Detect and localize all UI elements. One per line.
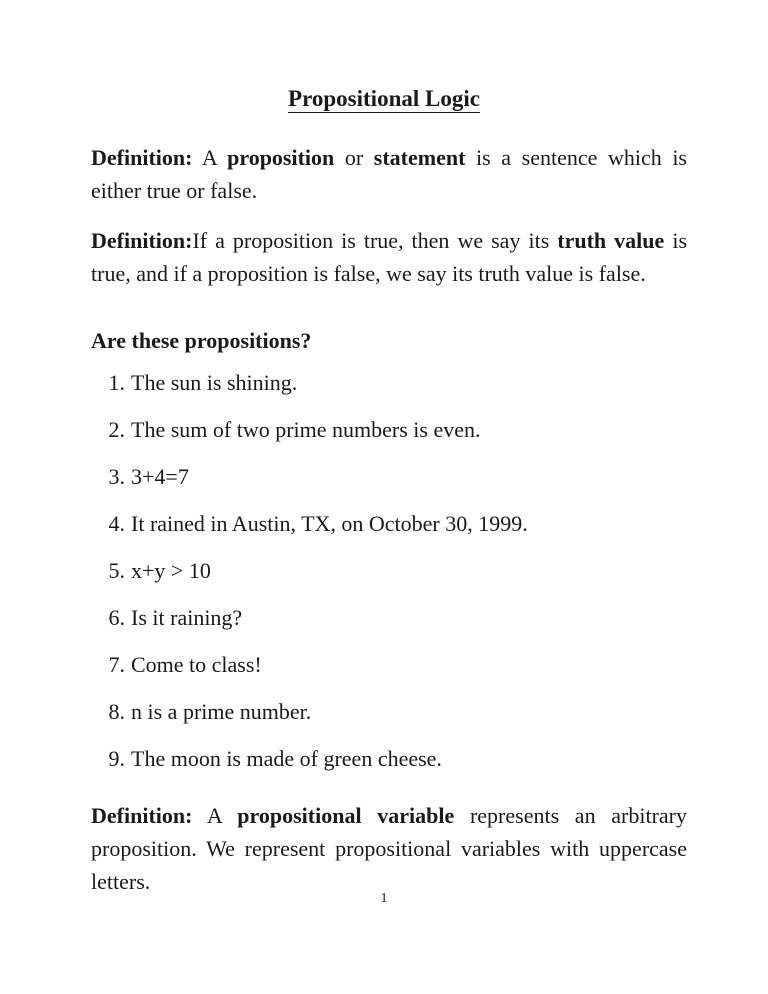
list-item bbox=[91, 460, 687, 507]
list-item bbox=[91, 413, 687, 460]
item-number: 6. bbox=[108, 605, 125, 630]
item-text: The sum of two prime numbers is even. bbox=[131, 417, 481, 442]
item-number: 8. bbox=[108, 699, 125, 724]
term-statement: statement bbox=[373, 145, 466, 170]
list-item bbox=[91, 366, 687, 413]
definition-label: Definition: bbox=[91, 228, 193, 253]
item-text: Come to class! bbox=[131, 652, 262, 677]
page-title bbox=[0, 84, 768, 114]
item-text: The sun is shining. bbox=[131, 370, 298, 395]
item-text: It rained in Austin, TX, on October 30, 1999. bbox=[131, 511, 528, 536]
definition-label: Definition: bbox=[91, 145, 193, 170]
item-number: 3. bbox=[108, 464, 125, 489]
definition-label: Definition: bbox=[91, 803, 193, 828]
list-item bbox=[91, 554, 687, 601]
list-item bbox=[91, 742, 687, 789]
item-text: The moon is made of green cheese. bbox=[131, 746, 442, 771]
page-number: 1 bbox=[380, 891, 388, 906]
list-item bbox=[91, 648, 687, 695]
list-item bbox=[91, 507, 687, 554]
question-heading: Are these propositions? bbox=[91, 328, 312, 353]
definition-propositional-variable: Definition: A propositional variable represents an arbitrary proposition. We represent propositional variables with uppercase letters. bbox=[91, 803, 687, 894]
page-title-text: Propositional Logic bbox=[288, 86, 480, 111]
item-text: 3+4=7 bbox=[131, 464, 189, 489]
term-truth-value: truth value bbox=[557, 228, 665, 253]
item-number: 1. bbox=[108, 370, 125, 395]
item-text: n is a prime number. bbox=[131, 699, 312, 724]
item-number: 4. bbox=[108, 511, 125, 536]
item-number: 2. bbox=[108, 417, 125, 442]
item-text: Is it raining? bbox=[131, 605, 243, 630]
list-item bbox=[91, 601, 687, 648]
definition-proposition: Definition: A proposition or statement is a sentence which is either true or false. bbox=[91, 145, 687, 203]
item-text: x+y > 10 bbox=[131, 558, 211, 583]
list-item bbox=[91, 695, 687, 742]
term-proposition: proposition bbox=[227, 145, 335, 170]
item-number: 5. bbox=[108, 558, 125, 583]
proposition-examples-list bbox=[91, 366, 687, 789]
definition-truth-value: Definition:If a proposition is true, then we say its truth value is true, and if a proposition is false, we say its truth value is false. bbox=[91, 228, 688, 286]
item-number: 7. bbox=[108, 652, 125, 677]
item-number: 9. bbox=[108, 746, 125, 771]
term-propositional-variable: propositional variable bbox=[237, 803, 455, 828]
